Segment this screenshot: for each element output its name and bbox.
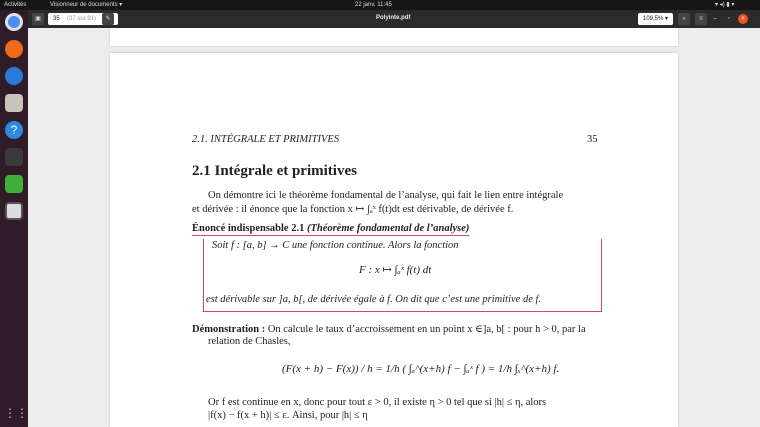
proof-line: relation de Chasles, xyxy=(208,336,291,347)
close-icon[interactable]: × xyxy=(738,14,748,24)
window-title: Polyinte.pdf xyxy=(376,15,411,21)
firefox-icon[interactable] xyxy=(5,40,23,58)
section-title: 2.1 Intégrale et primitives xyxy=(192,163,357,179)
header-bar xyxy=(28,10,760,28)
intro-text: et dérivée : il énonce que la fonction x ↦ ∫ₐˣ f(t)dt est dérivable, de dérivée f. xyxy=(192,204,514,215)
chromium-icon[interactable] xyxy=(5,13,23,31)
proof-line: Or f est continue en x, donc pour tout ε > 0, il existe η > 0 tel que si |h| ≤ η, alors xyxy=(208,397,547,408)
thunderbird-icon[interactable] xyxy=(5,67,23,85)
document-view[interactable] xyxy=(28,28,760,427)
running-head: 2.1. INTÉGRALE ET PRIMITIVES xyxy=(192,134,340,145)
clock[interactable]: 22 janv. 11:45 xyxy=(355,2,392,8)
annotate-icon[interactable]: ✎ xyxy=(102,13,114,25)
page-input[interactable]: 35 xyxy=(53,16,60,22)
theorem-text: est dérivable sur ]a, b[, de dérivée égale à f. On dit que c’est une primitive de f. xyxy=(206,294,542,305)
theorem-formula: F : x ↦ ∫ₐˣ f(t) dt xyxy=(359,264,432,276)
page-info: (37 sur 91) xyxy=(67,16,97,22)
top-bar xyxy=(0,0,760,10)
menu-icon[interactable]: ≡ xyxy=(695,13,707,25)
activities-button[interactable]: Activités xyxy=(4,2,27,8)
pdf-page xyxy=(110,53,678,427)
intro-text: On démontre ici le théorème fondamental de l’analyse, qui fait le lien entre intégrale xyxy=(208,190,564,201)
dock xyxy=(0,10,28,427)
page-number: 35 xyxy=(587,134,598,145)
show-apps-icon[interactable]: ⋮⋮ xyxy=(4,406,28,420)
proof-line: On calcule le taux d’accroissement en un point x ∈]a, b[ : pour h > 0, par la xyxy=(267,324,586,335)
terminal-icon[interactable] xyxy=(5,148,23,166)
system-status-icons[interactable]: ▾ ◂) ▮ ▾ xyxy=(715,2,735,8)
help-icon[interactable]: ? xyxy=(5,121,23,139)
theorem-name: (Théorème fondamental de l’analyse) xyxy=(306,223,470,234)
spreadsheet-icon[interactable] xyxy=(5,175,23,193)
proof-line: |f(x) − f(x + h)| ≤ ε. Ainsi, pour |h| ≤ η xyxy=(208,410,368,421)
files-icon[interactable] xyxy=(5,94,23,112)
sidebar-toggle-icon[interactable]: ▣ xyxy=(32,13,44,25)
zoom-select[interactable]: 109,5% ▾ xyxy=(638,13,673,25)
proof-text xyxy=(192,323,586,335)
maximize-icon[interactable]: ▫ xyxy=(727,16,731,22)
theorem-heading xyxy=(192,223,469,236)
theorem-text: Soit f : [a, b] → C une fonction continue. Alors la fonction xyxy=(212,240,459,251)
proof-label: Démonstration : xyxy=(192,324,266,335)
theorem-label: Énoncé indispensable 2.1 xyxy=(192,223,305,234)
document-viewer-icon[interactable] xyxy=(5,202,23,220)
previous-page xyxy=(110,28,678,46)
app-menu[interactable]: Visionneur de documents ▾ xyxy=(50,2,123,8)
search-icon[interactable]: ⌕ xyxy=(678,13,690,25)
proof-formula: (F(x + h) − F(x)) / h = 1/h ( ∫ₐ^(x+h) f − ∫ₐˣ f ) = 1/h ∫ₓ^(x+h) f. xyxy=(282,363,560,375)
minimize-icon[interactable]: – xyxy=(713,16,717,22)
theorem-box xyxy=(203,239,602,312)
